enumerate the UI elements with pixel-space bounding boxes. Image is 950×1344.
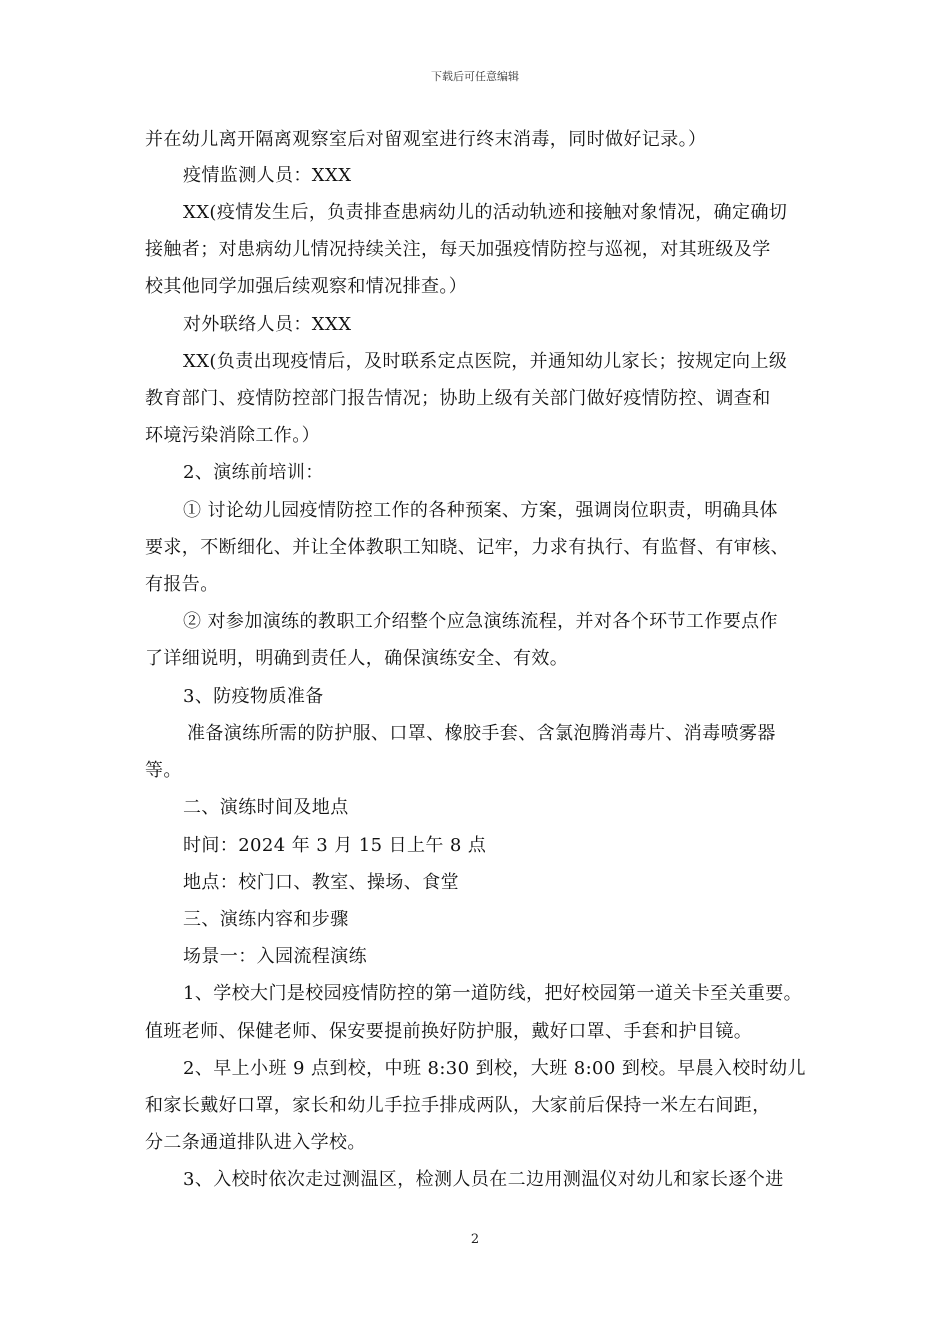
text-line: ① 讨论幼儿园疫情防控工作的各种预案、方案，强调岗位职责，明确具体	[183, 500, 778, 521]
text-line: 了详细说明，明确到责任人，确保演练安全、有效。	[145, 648, 569, 669]
text-line: 二、演练时间及地点	[183, 797, 349, 818]
text-line: 接触者；对患病幼儿情况持续关注，每天加强疫情防控与巡视，对其班级及学	[145, 239, 771, 260]
text-line: 有报告。	[145, 574, 219, 595]
text-line: 校其他同学加强后续观察和情况排查。）	[145, 276, 468, 297]
text-line: ② 对参加演练的教职工介绍整个应急演练流程，并对各个环节工作要点作	[183, 611, 778, 632]
text-line: 等。	[145, 760, 182, 781]
text-line: 并在幼儿离开隔离观察室后对留观室进行终末消毒，同时做好记录。）	[145, 129, 707, 150]
text-line: 3、防疫物质准备	[183, 686, 324, 707]
text-line: XX(疫情发生后，负责排查患病幼儿的活动轨迹和接触对象情况，确定确切	[183, 202, 788, 223]
text-line: XX(负责出现疫情后，及时联系定点医院，并通知幼儿家长；按规定向上级	[183, 351, 788, 372]
page-header: 下载后可任意编辑	[431, 70, 519, 83]
text-line: 教育部门、疫情防控部门报告情况；协助上级有关部门做好疫情防控、调查和	[145, 388, 771, 409]
text-line: 环境污染消除工作。）	[145, 425, 320, 446]
text-line: 1、学校大门是校园疫情防控的第一道防线，把好校园第一道关卡至关重要。	[183, 983, 803, 1004]
page-number: 2	[470, 1232, 480, 1247]
text-line: 值班老师、保健老师、保安要提前换好防护服，戴好口罩、手套和护目镜。	[145, 1021, 753, 1042]
text-line: 分二条通道排队进入学校。	[145, 1132, 366, 1153]
text-line: 三、演练内容和步骤	[183, 909, 349, 930]
text-line: 地点：校门口、教室、操场、食堂	[183, 872, 459, 893]
text-line: 2、早上小班 9 点到校，中班 8:30 到校，大班 8:00 到校。早晨入校时幼儿	[183, 1058, 806, 1079]
text-line: 3、入校时依次走过测温区，检测人员在二边用测温仪对幼儿和家长逐个进	[183, 1169, 784, 1190]
text-line: 和家长戴好口罩，家长和幼儿手拉手排成两队，大家前后保持一米左右间距，	[145, 1095, 771, 1116]
text-line: 对外联络人员：XXX	[183, 314, 352, 335]
text-line: 2、演练前培训：	[183, 462, 324, 483]
text-line: 场景一：入园流程演练	[183, 946, 367, 967]
text-line: 时间：2024 年 3 月 15 日上午 8 点	[183, 835, 487, 856]
text-line: 疫情监测人员：XXX	[183, 165, 352, 186]
text-line: 要求，不断细化、并让全体教职工知晓、记牢，力求有执行、有监督、有审核、	[145, 537, 789, 558]
text-line: 准备演练所需的防护服、口罩、橡胶手套、含氯泡腾消毒片、消毒喷雾器	[187, 723, 776, 744]
